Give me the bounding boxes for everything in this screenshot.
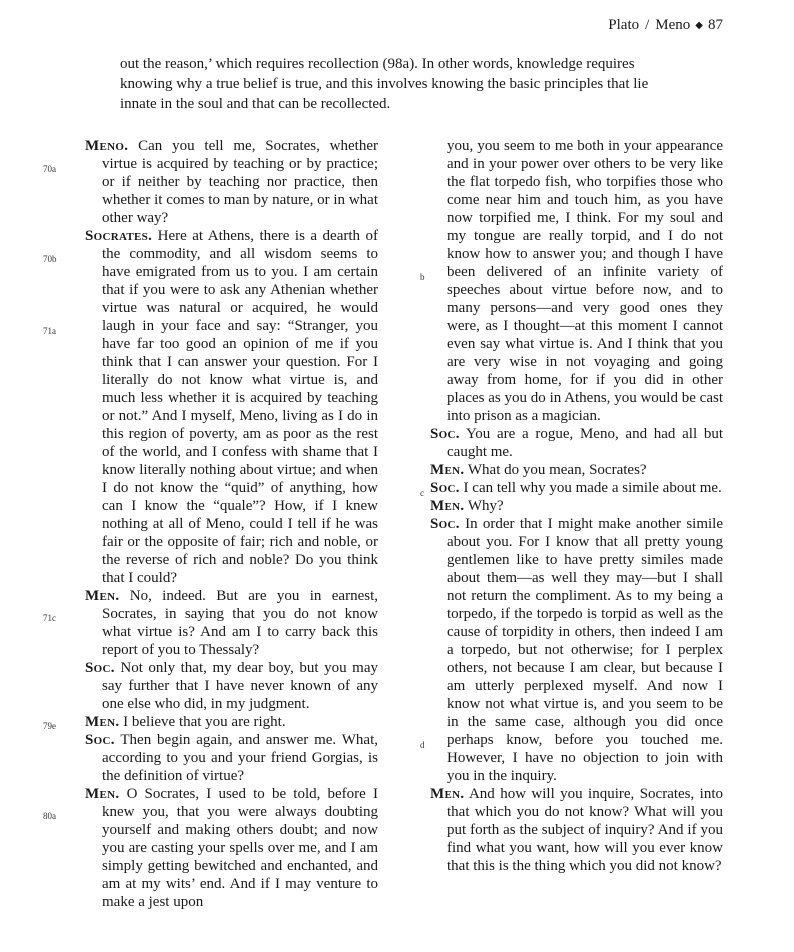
speech-text: I can tell why you made a simile about me. bbox=[463, 480, 722, 496]
margin-ref: d bbox=[420, 740, 425, 750]
speech bbox=[85, 731, 378, 785]
header-author: Plato bbox=[608, 17, 640, 33]
speaker-label: Men. bbox=[430, 786, 465, 802]
speaker-label: Men. bbox=[85, 786, 120, 802]
speech bbox=[430, 785, 723, 875]
speaker-label: Men. bbox=[85, 588, 120, 604]
header-work: Meno bbox=[655, 17, 691, 33]
speech bbox=[430, 479, 723, 497]
margin-ref: 70b bbox=[43, 254, 57, 264]
speech-text: Can you tell me, Socrates, whether virtue is acquired by teaching or by practice; or if neither by teaching nor practice, then whether it comes to man by nature, or in what other way? bbox=[102, 138, 378, 226]
intro-text: out the reason,’ which requires recollection (98a). In other words, knowledge requires knowing why a true belief is true, and this involves knowing the basic principles that lie innate in the soul and that can be recollected. bbox=[120, 56, 649, 112]
speech-text: you, you seem to me both in your appearance and in your power over others to be very like the flat torpedo fish, who torpifies those who come near him and touch him, as you have now torpified me, I think. For my soul and my tongue are really torpid, and I do not know how to answer you; and though I have been delivered of an infinite variety of speeches about virtue before now, and to many persons—and very good ones they were, as I thought—at this moment I cannot even say what virtue is. And I think that you are very wise in not voyaging and going away from home, for if you did in other places as you do in Athens, you would be cast into prison as a magician. bbox=[447, 138, 723, 424]
margin-ref: 70a bbox=[43, 164, 56, 174]
speech-text: No, indeed. But are you in earnest, Socrates, in saying that you do not know what virtue is? And am I to carry back this report of you to Thessaly? bbox=[102, 588, 378, 658]
speech bbox=[85, 785, 378, 911]
speaker-label: Soc. bbox=[430, 426, 460, 442]
speech bbox=[430, 461, 723, 479]
speaker-label: Soc. bbox=[85, 732, 115, 748]
speech bbox=[85, 137, 378, 227]
page-number: 87 bbox=[708, 17, 723, 33]
running-header bbox=[608, 17, 723, 34]
speech-text: Then begin again, and answer me. What, according to you and your friend Gorgias, is the definition of virtue? bbox=[102, 732, 378, 784]
speech-text: O Socrates, I used to be told, before I knew you, that you were always doubting yourself and making others doubt; and now you are casting your spells over me, and I am simply getting bewitched and enchanted, and am at my wits’ end. And if I may venture to make a jest upon bbox=[102, 786, 378, 910]
intro-paragraph bbox=[120, 54, 660, 114]
speech-text: You are a rogue, Meno, and had all but caught me. bbox=[447, 426, 723, 460]
speaker-label: Soc. bbox=[430, 480, 460, 496]
speech bbox=[85, 713, 378, 731]
header-separator: / bbox=[645, 17, 650, 33]
speech-text: Not only that, my dear boy, but you may say further that I have never known of any one else who did, in my judgment. bbox=[102, 660, 378, 712]
speech-text: I believe that you are right. bbox=[123, 714, 286, 730]
margin-ref: b bbox=[420, 272, 425, 282]
speaker-label: Soc. bbox=[85, 660, 115, 676]
speaker-label: Meno. bbox=[85, 138, 129, 154]
margin-ref: 71c bbox=[43, 613, 56, 623]
speaker-label: Soc. bbox=[430, 516, 460, 532]
speaker-label: Men. bbox=[85, 714, 120, 730]
speech-continuation bbox=[430, 137, 723, 425]
margin-ref: c bbox=[420, 488, 424, 498]
speaker-label: Socrates. bbox=[85, 228, 153, 244]
left-column bbox=[43, 137, 379, 911]
margin-ref: 79e bbox=[43, 721, 56, 731]
speech bbox=[85, 659, 378, 713]
speech bbox=[430, 425, 723, 461]
header-bullet-icon: ◆ bbox=[695, 20, 703, 31]
speech-text: Here at Athens, there is a dearth of the commodity, and all wisdom seems to have emigrated from us to you. I am certain that if you were to ask any Athenian whether virtue was natural or acquired, he would laugh in your face and say: “Stranger, you have far too good an opinion of me if you think that I can answer your question. For I literally do not know what virtue is, and much less whether it is acquired by teaching or not.” And I myself, Meno, living as I do in this region of poverty, am as poor as the rest of the world, and I confess with shame that I know literally nothing about virtue; and when I do not know the “quid” of anything, how can I know the “quale”? How, if I knew nothing at all of Meno, could I tell if he was fair or the opposite of fair; rich and noble, or the reverse of rich and noble? Do you think that I could? bbox=[102, 228, 379, 586]
margin-ref: 71a bbox=[43, 326, 56, 336]
right-column bbox=[420, 137, 724, 875]
speech-text: Why? bbox=[467, 498, 504, 514]
speech bbox=[85, 587, 378, 659]
speech bbox=[430, 515, 723, 785]
speech bbox=[85, 227, 378, 587]
margin-ref: 80a bbox=[43, 811, 56, 821]
speech-text: And how will you inquire, Socrates, into that which you do not know? What will you put forth as the subject of inquiry? And if you find what you want, how will you ever know that this is the thing which you did not know? bbox=[447, 786, 723, 874]
speech bbox=[430, 497, 723, 515]
speaker-label: Men. bbox=[430, 462, 465, 478]
speech-text: In order that I might make another simile about you. For I know that all pretty young gentlemen like to have pretty similes made about them—as well they may—but I shall not return the compliment. As to my being a torpedo, if the torpedo is torpid as well as the cause of torpidity in others, then indeed I am a torpedo, but not otherwise; for I perplex others, not because I am clear, but because I am utterly perplexed myself. And now I know not what virtue is, and you seem to be in the same case, although you did once perhaps know, before you touched me. However, I have no objection to join with you in the inquiry. bbox=[447, 516, 724, 784]
speech-text: What do you mean, Socrates? bbox=[467, 462, 647, 478]
speaker-label: Men. bbox=[430, 498, 465, 514]
